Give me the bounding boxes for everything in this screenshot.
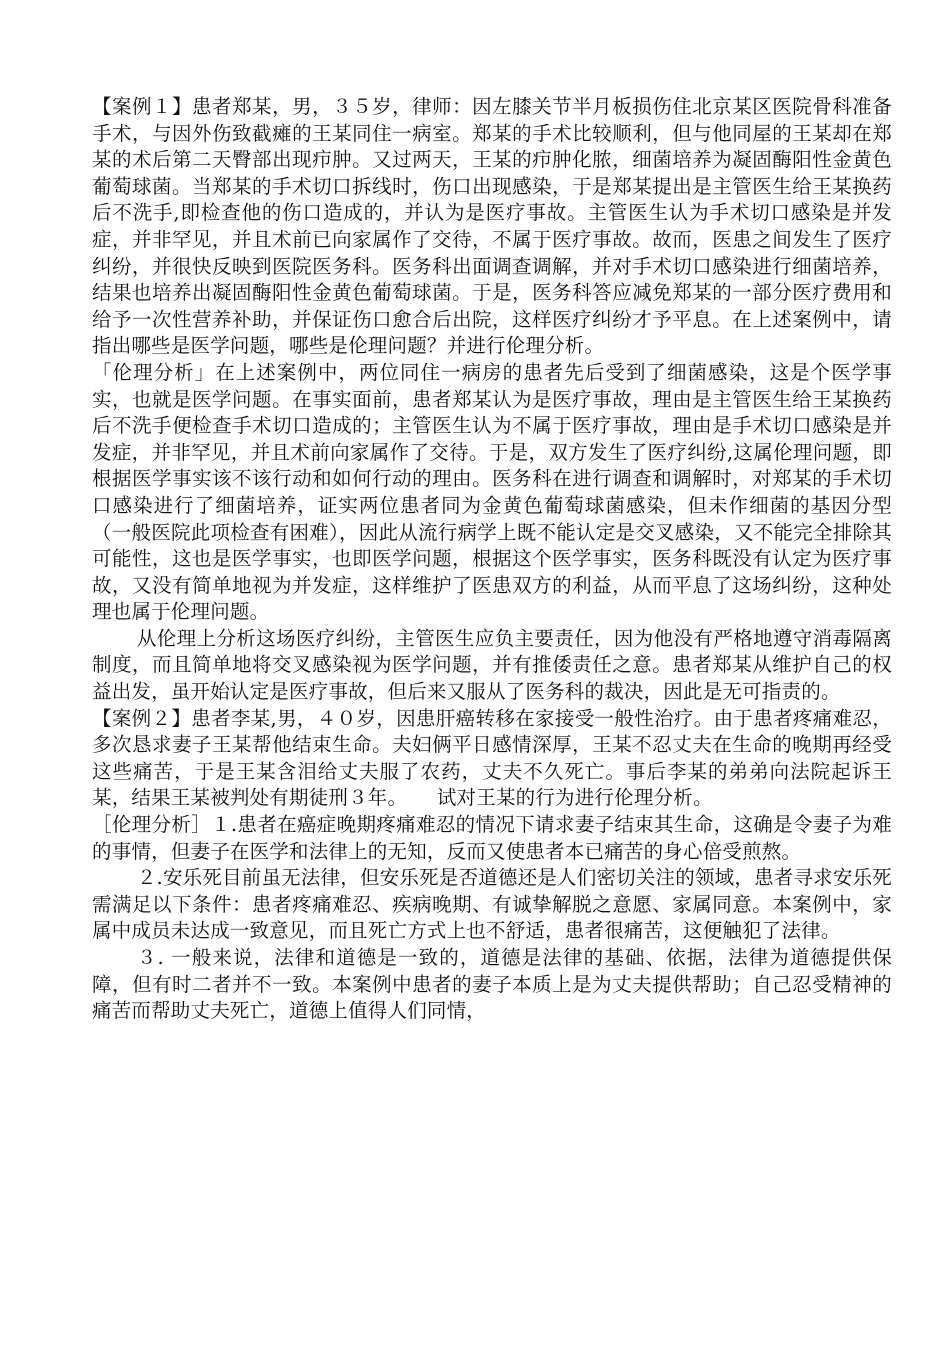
case-1-paragraph: 【案例１】患者郑某，男，３５岁，律师：因左膝关节半月板损伤住北京某区医院骨科准备手术，与因外伤致截瘫的王某同住一病室。郑某的手术比较顺利，但与他同屋的王某却在郑某的术后第二天臀部出现疖肿。又过两天，王某的疖肿化脓，细菌培养为凝固酶阳性金黄色葡萄球菌。当郑某的手术切口拆线时，伤口出现感染，于是郑某提出是主管医生给王某换药后不洗手,即检查他的伤口造成的，并认为是医疗事故。主管医生认为手术切口感染是并发症，并非罕见，并且术前已向家属作了交待，不属于医疗事故。故而，医患之间发生了医疗纠纷，并很快反映到医院医务科。医务科出面调查调解，并对手术切口感染进行细菌培养，结果也培养出凝固酶阳性金黄色葡萄球菌。于是，医务科答应减免郑某的一部分医疗费用和给予一次性营养补助，并保证伤口愈合后出院，这样医疗纠纷才予平息。在上述案例中，请指出哪些是医学问题，哪些是伦理问题？并进行伦理分析。 [92,95,892,358]
case-2-analysis-point-3: ３. 一般来说，法律和道德是一致的，道德是法律的基础、依据，法律为道德提供保障，但有时二者并不一致。本案例中患者的妻子本质上是为丈夫提供帮助；自己忍受精神的痛苦而帮助丈夫死亡，道德上值得人们同情， [92,946,892,1023]
case-1-ethical-analysis: 「伦理分析」在上述案例中，两位同住一病房的患者先后受到了细菌感染，这是个医学事实，也就是医学问题。在事实面前，患者郑某认为是医疗事故，理由是主管医生给王某换药后不洗手便检查手术切口造成的；主管医生认为不属于医疗事故，理由是手术切口感染是并发症，并非罕见，并且术前向家属作了交待。于是，双方发生了医疗纠纷,这属伦理问题，即根据医学事实该不该行动和如何行动的理由。医务科在进行调查和调解时，对郑某的手术切口感染进行了细菌培养，证实两位患者同为金黄色葡萄球菌感染，但未作细菌的基因分型（一般医院此项检查有困难），因此从流行病学上既不能认定是交叉感染，又不能完全排除其可能性，这也是医学事实，也即医学问题，根据这个医学事实，医务科既没有认定为医疗事故，又没有简单地视为并发症，这样维护了医患双方的利益，从而平息了这场纠纷，这种处理也属于伦理问题。 [92,360,892,624]
document-body [92,94,892,1025]
case-2-analysis-point-1: ［伦理分析］１.患者在癌症晚期疼痛难忍的情况下请求妻子结束其生命，这确是令妻子为难的事情，但妻子在医学和法律上的无知，反而又使患者本已痛苦的身心倍受煎熬。 [92,813,892,863]
case-1-analysis-continued: 从伦理上分析这场医疗纠纷，主管医生应负主要责任，因为他没有严格地遵守消毒隔离制度，而且简单地将交叉感染视为医学问题，并有推倭责任之意。患者郑某从维护自己的权益出发，虽开始认定是医疗事故，但后来又服从了医务科的裁决，因此是无可指责的。 [92,626,892,704]
case-2-paragraph: 【案例２】患者李某,男，４０岁，因患肝癌转移在家接受一般性治疗。由于患者疼痛难忍，多次恳求妻子王某帮他结束生命。夫妇俩平日感情深厚，王某不忍丈夫在生命的晚期再经受这些痛苦，于是王某含泪给丈夫服了农药，丈夫不久死亡。事后李某的弟弟向法院起诉王某，结果王某被判处有期徒刑３年。 试对王某的行为进行伦理分析。 [92,706,892,810]
case-2-analysis-point-2: ２.安乐死目前虽无法律，但安乐死是否道德还是人们密切关注的领域，患者寻求安乐死需满足以下条件：患者疼痛难忍、疾病晚期、有诚挚解脱之意愿、家属同意。本案例中，家属中成员未达成一致意见，而且死亡方式上也不舒适，患者很痛苦，这便触犯了法律。 [92,866,892,943]
